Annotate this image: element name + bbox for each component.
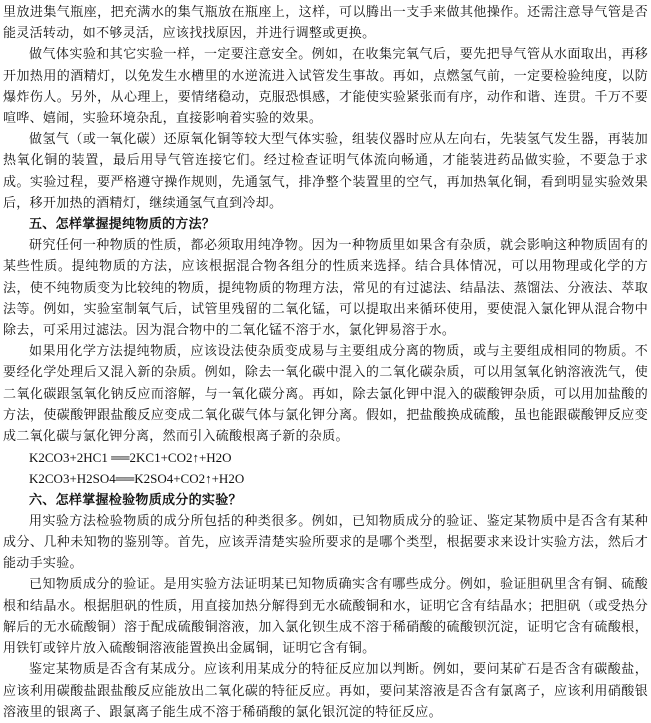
paragraph-chemical-purification: 如果用化学方法提纯物质，应该设法使杂质变成易与主要组成分离的物质，或与主要组成相同的物质。不要经化学处理后又混入新的杂质。例如，除去一氧化碳中混入的二氧化碳杂质，可以用氢氧化钠溶液洗气，使二氧化碳跟氢氧化钠反应而溶解，与一氧化碳分离。再如，除去氯化钾中混入的碳酸钾杂质，可以用加盐酸的方法，使碳酸钾跟盐酸反应变成二氧化碳气体与氯化钾分离。假如，把盐酸换成硫酸，虽也能跟碳酸钾反应变成二氧化碳与氯化钾分离，然而引入硫酸根离子新的杂质。	[3, 344, 648, 445]
paragraph-identification: 鉴定某物质是否含有某成分。应该利用某成分的特征反应加以判断。例如，要问某矿石是否含有碳酸盐，应该利用碳酸盐跟盐酸反应能放出二氧化碳的特征反应。再如，要问某溶液是否含有氯离子，应该利用硝酸银溶液里的银离子、跟氯离子能生成不溶于稀硝酸的氯化银沉淀的特征反应。	[3, 662, 648, 720]
paragraph-continuation: 里放进集气瓶座，把充满水的集气瓶放在瓶座上，这样，可以腾出一支手来做其他操作。还需注意导气管是否能灵活转动，如不够灵活，应该找找原因，并进行调整或更换。	[3, 5, 648, 42]
paragraph-testing-intro: 用实验方法检验物质的成分所包括的种类很多。例如，已知物质成分的验证、鉴定某物质中是否含有某种成分、几种未知物的鉴别等。首先，应该弄清楚实验所要求的是哪个类型，根据要求来设计实验方法，然后才能动手实验。	[3, 513, 648, 572]
paragraph-hydrogen-reduction: 做氢气（或一氧化碳）还原氧化铜等较大型气体实验，组装仪器时应从左向右，先装氢气发生器，再装加热氧化铜的装置，最后用导气管连接它们。经过检查证明气体流向畅通，才能装进药品做实验，不要急于求成。实验过程，要严格遵守操作规则，先通氢气，排净整个装置里的空气，再加热氧化铜，看到明显实验效果后，移开加热的酒精灯，继续通氢气直到冷却。	[3, 132, 648, 211]
equation-hcl: K2CO3+2HC1 ══2KC1+CO2↑+H2O	[29, 450, 232, 466]
paragraph-safety: 做气体实验和其它实验一样，一定要注意安全。例如，在收集完氧气后，要先把导气管从水面取出，再移开加热用的酒精灯，以免发生水槽里的水逆流进入试管发生事故。再如，点燃氢气前，一定要检验纯度，以防爆炸伤人。另外，从心理上，要情绪稳动，克服恐惧感，才能使实验紧张而有序，动作和谐、连贯。千万不要喧哗、嬉闹，实验环境杂乱，直接影响着实验的效果。	[3, 47, 648, 127]
equation-h2so4: K2CO3+H2SO4══K2SO4+CO2↑+H2O	[29, 471, 245, 487]
section-heading-purification: 五、怎样掌握提纯物质的方法？	[29, 217, 216, 233]
paragraph-physical-purification: 研究任何一种物质的性质，都必须取用纯净物。因为一种物质里如果含有杂质，就会影响这种物质固有的某些性质。提纯物质的方法，应该根据混合物各组分的性质来选择。结合具体情况，可以用物理或化学的方法，使不纯物质变为比较纯的物质，提纯物质的物理方法，常见的有过滤法、结晶法、蒸馏法、分液法、萃取法等。例如，实验室制氧气后，试管里残留的二氧化锰，可以提取出来循环使用，要使混入氯化钾从混合物中除去，可采用过滤法。因为混合物中的二氧化锰不溶于水，氯化钾易溶于水。	[3, 238, 648, 339]
paragraph-known-verification: 已知物质成分的验证。是用实验方法证明某已知物质确实含有哪些成分。例如，验证胆矾里含有铜、硫酸根和结晶水。根据胆矾的性质，用直接加热分解得到无水硫酸铜和水，证明它含有结晶水；把胆矾（或受热分解后的无水硫酸铜）溶于配成硫酸铜溶液，加入氯化钡生成不溶于稀硝酸的硫酸钡沉淀，证明它含有硫酸根，用铁钉或锌片放入硫酸铜溶液能置换出金属铜，证明它含有铜。	[3, 577, 648, 657]
section-heading-testing: 六、怎样掌握检验物质成分的实验？	[29, 492, 242, 508]
